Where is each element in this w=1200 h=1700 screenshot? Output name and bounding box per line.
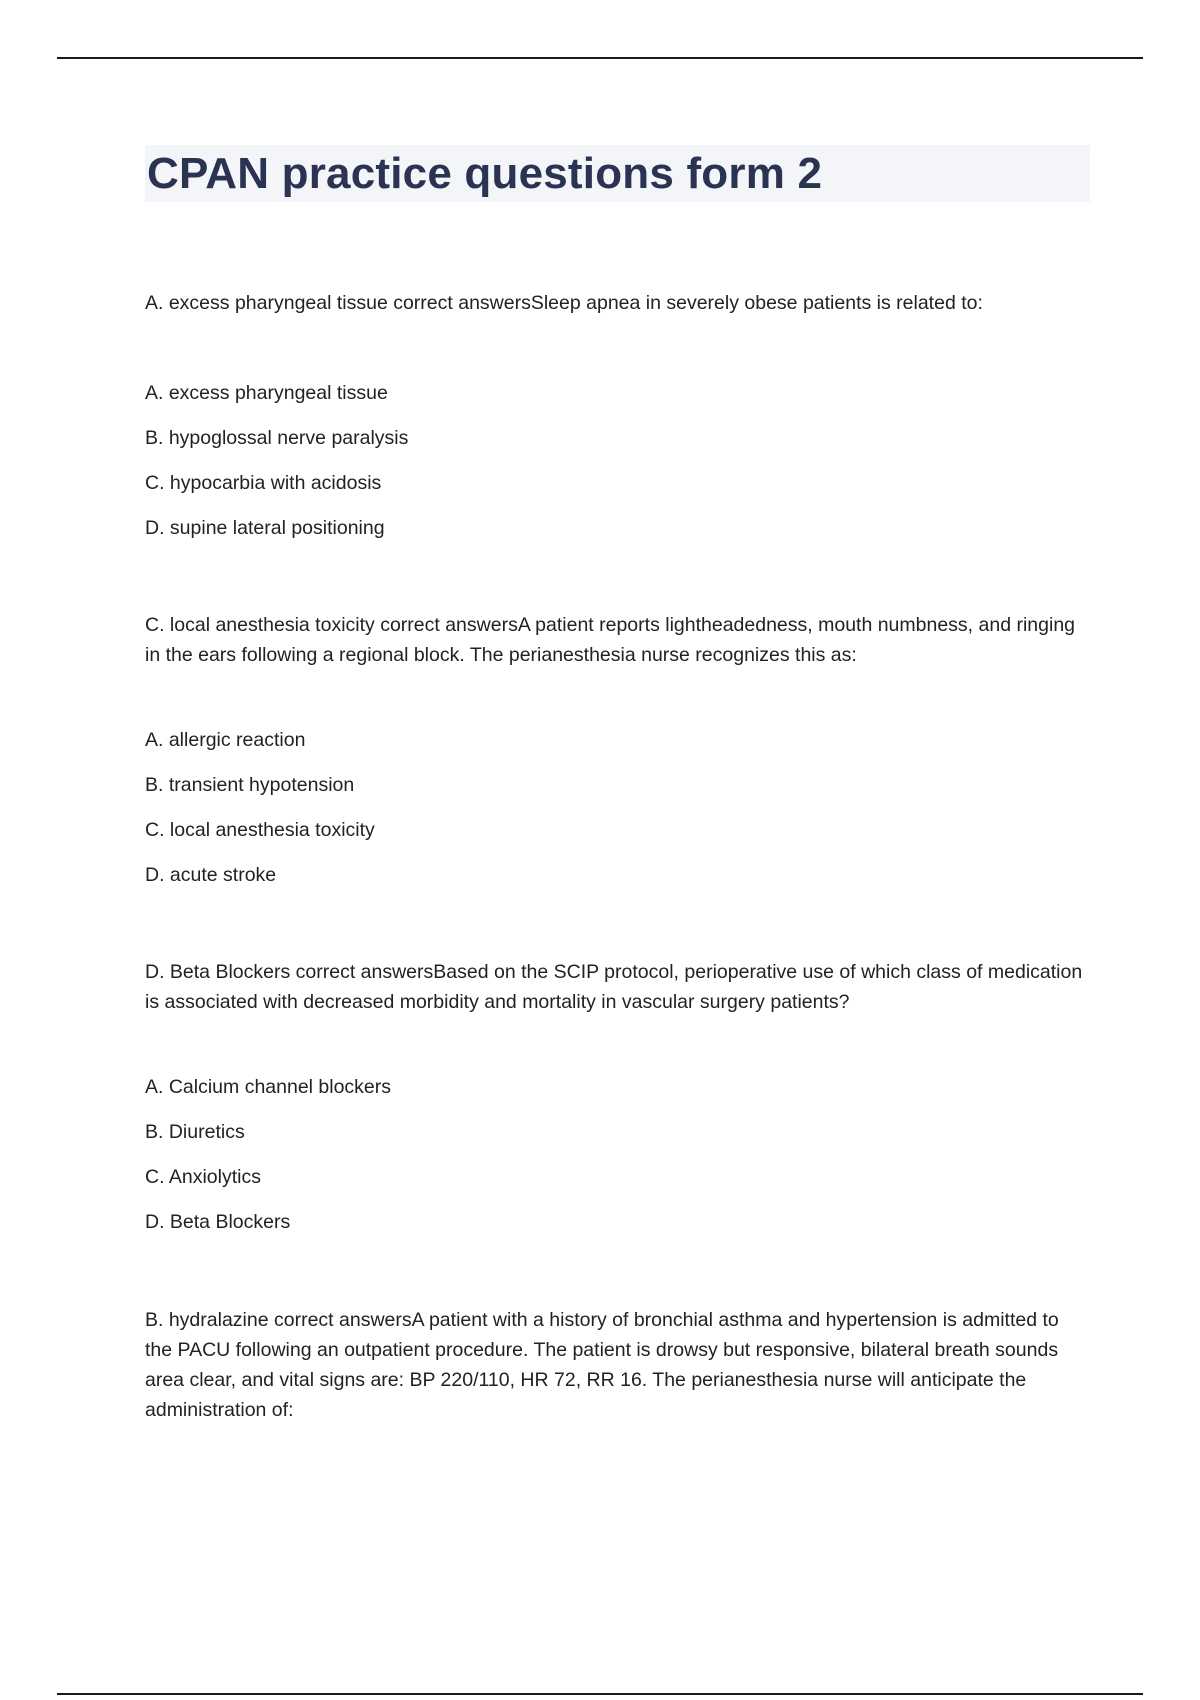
question-2-option-b: B. transient hypotension: [145, 774, 355, 796]
question-3-options: [145, 1072, 1090, 1252]
question-2-option-a: A. allergic reaction: [145, 729, 306, 751]
question-3-option-b: B. Diuretics: [145, 1121, 245, 1143]
question-3-option-d: D. Beta Blockers: [145, 1211, 291, 1233]
question-2-option-c: C. local anesthesia toxicity: [145, 819, 375, 841]
page-top-rule: [57, 57, 1143, 59]
question-3-option-a: A. Calcium channel blockers: [145, 1076, 392, 1098]
question-2-option-d: D. acute stroke: [145, 864, 277, 886]
page-title: CPAN practice questions form 2: [147, 148, 823, 198]
question-1-option-d: D. supine lateral positioning: [145, 517, 385, 539]
question-2-options: [145, 725, 1090, 905]
question-3-option-c: C. Anxiolytics: [145, 1166, 261, 1188]
question-1-option-a: A. excess pharyngeal tissue: [145, 382, 388, 404]
document-body: [145, 145, 1090, 1421]
page-bottom-rule: [57, 1693, 1143, 1695]
question-3-text: D. Beta Blockers correct answersBased on the SCIP protocol, perioperative use of which class of medication is associated with decreased morbidity and mortality in vascular surgery patients?: [145, 961, 1083, 1013]
question-4-text: B. hydralazine correct answersA patient with a history of bronchial asthma and hypertension is admitted to the PACU following an outpatient procedure. The patient is drowsy but responsive, bilateral breath sounds area clear, and vital signs are: BP 220/110, HR 72, RR 16. The perianesthesia nurse will anticipate the administration of:: [145, 1309, 1059, 1421]
question-1-option-c: C. hypocarbia with acidosis: [145, 472, 382, 494]
question-1-options: [145, 378, 1090, 558]
title-banner: [145, 145, 1090, 202]
question-1-text: A. excess pharyngeal tissue correct answersSleep apnea in severely obese patients is related to:: [145, 292, 983, 314]
question-1-option-b: B. hypoglossal nerve paralysis: [145, 427, 409, 449]
question-2-text: C. local anesthesia toxicity correct answersA patient reports lightheadedness, mouth numbness, and ringing in the ears following a regional block. The perianesthesia nurse recognizes this as:: [145, 614, 1076, 666]
